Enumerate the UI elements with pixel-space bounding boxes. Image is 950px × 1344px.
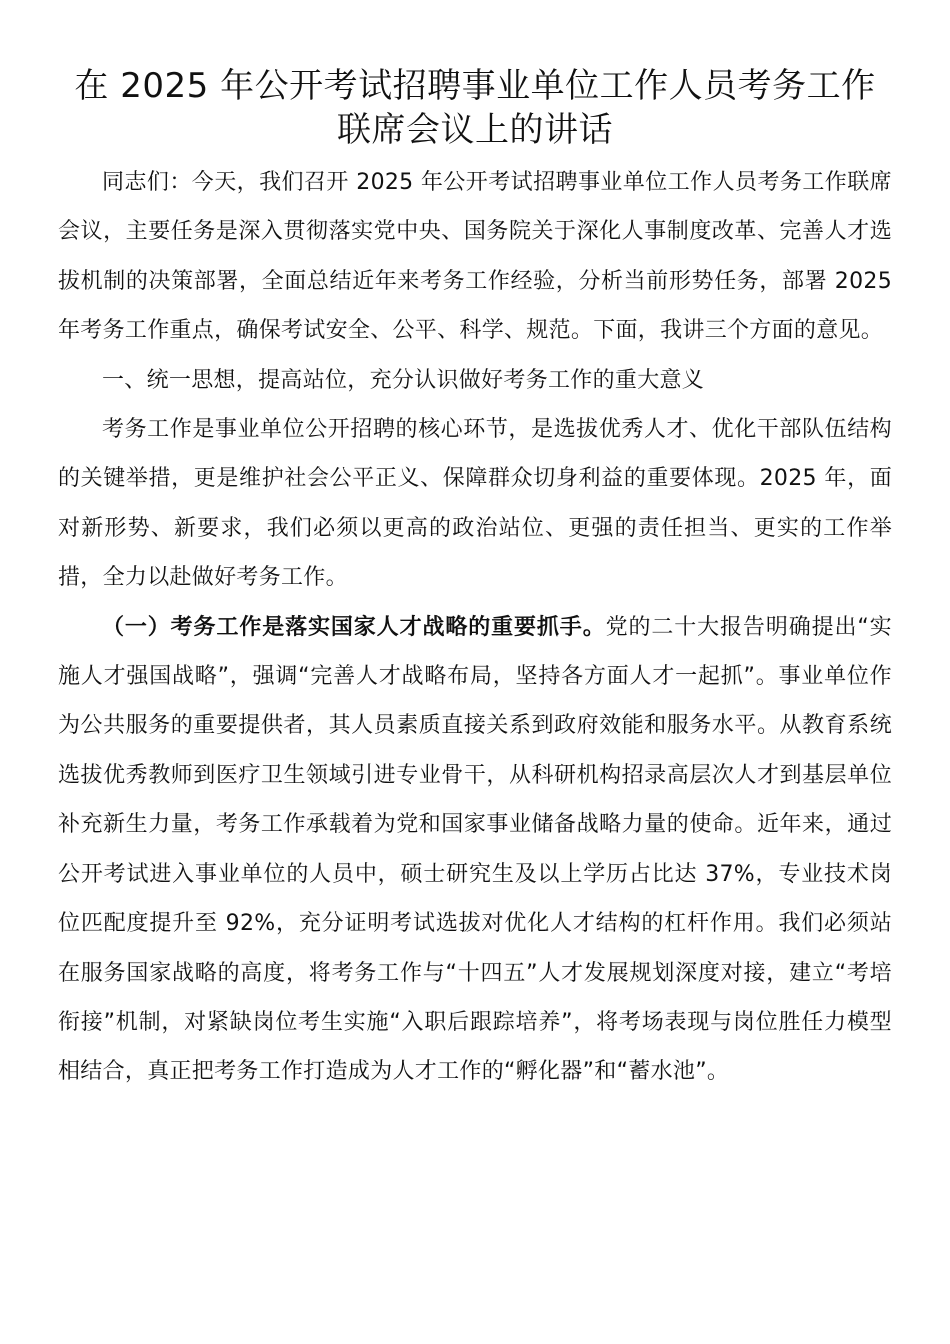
section-1-heading: 一、统一思想，提高站位，充分认识做好考务工作的重大意义: [102, 367, 705, 393]
point-1-lead-text: （一）考务工作是落实国家人才战略的重要抓手。: [102, 614, 606, 640]
document-title: 在 2025 年公开考试招聘事业单位工作人员考务工作联席会议上的讲话: [74, 66, 876, 150]
document-page: [58, 64, 892, 1097]
section-1-point-1-paragraph: [58, 603, 892, 1097]
opening-paragraph: 同志们：今天，我们召开 2025 年公开考试招聘事业单位工作人员考务工作联席会议，主要任务是深入贯彻落实党中央、国务院关于深化人事制度改革、完善人才选拔机制的决策部署，全面总结近年来考务工作经验，分析当前形势任务，部署 2025 年考务工作重点，确保考试安全、公平、科学、规范。下面，我讲三个方面的意见。: [58, 170, 892, 344]
point-1-body-text: 党的二十大报告明确提出“实施人才强国战略”，强调“完善人才战略布局，坚持各方面人才一起抓”。事业单位作为公共服务的重要提供者，其人员素质直接关系到政府效能和服务水平。从教育系统选拔优秀教师到医疗卫生领域引进专业骨干，从科研机构招录高层次人才到基层单位补充新生力量，考务工作承载着为党和国家事业储备战略力量的使命。近年来，通过公开考试进入事业单位的人员中，硕士研究生及以上学历占比达 37%，专业技术岗位匹配度提升至 92%，充分证明考试选拔对优化人才结构的杠杆作用。我们必须站在服务国家战略的高度，将考务工作与“十四五”人才发展规划深度对接，建立“考培衔接”机制，对紧缺岗位考生实施“入职后跟踪培养”，将考场表现与岗位胜任力模型相结合，真正把考务工作打造成为人才工作的“孵化器”和“蓄水池”。: [58, 614, 892, 1085]
section-1-intro-paragraph: 考务工作是事业单位公开招聘的核心环节，是选拔优秀人才、优化干部队伍结构的关键举措，更是维护社会公平正义、保障群众切身利益的重要体现。2025 年，面对新形势、新要求，我们必须以更高的政治站位、更强的责任担当、更实的工作举措，全力以赴做好考务工作。: [58, 417, 892, 591]
